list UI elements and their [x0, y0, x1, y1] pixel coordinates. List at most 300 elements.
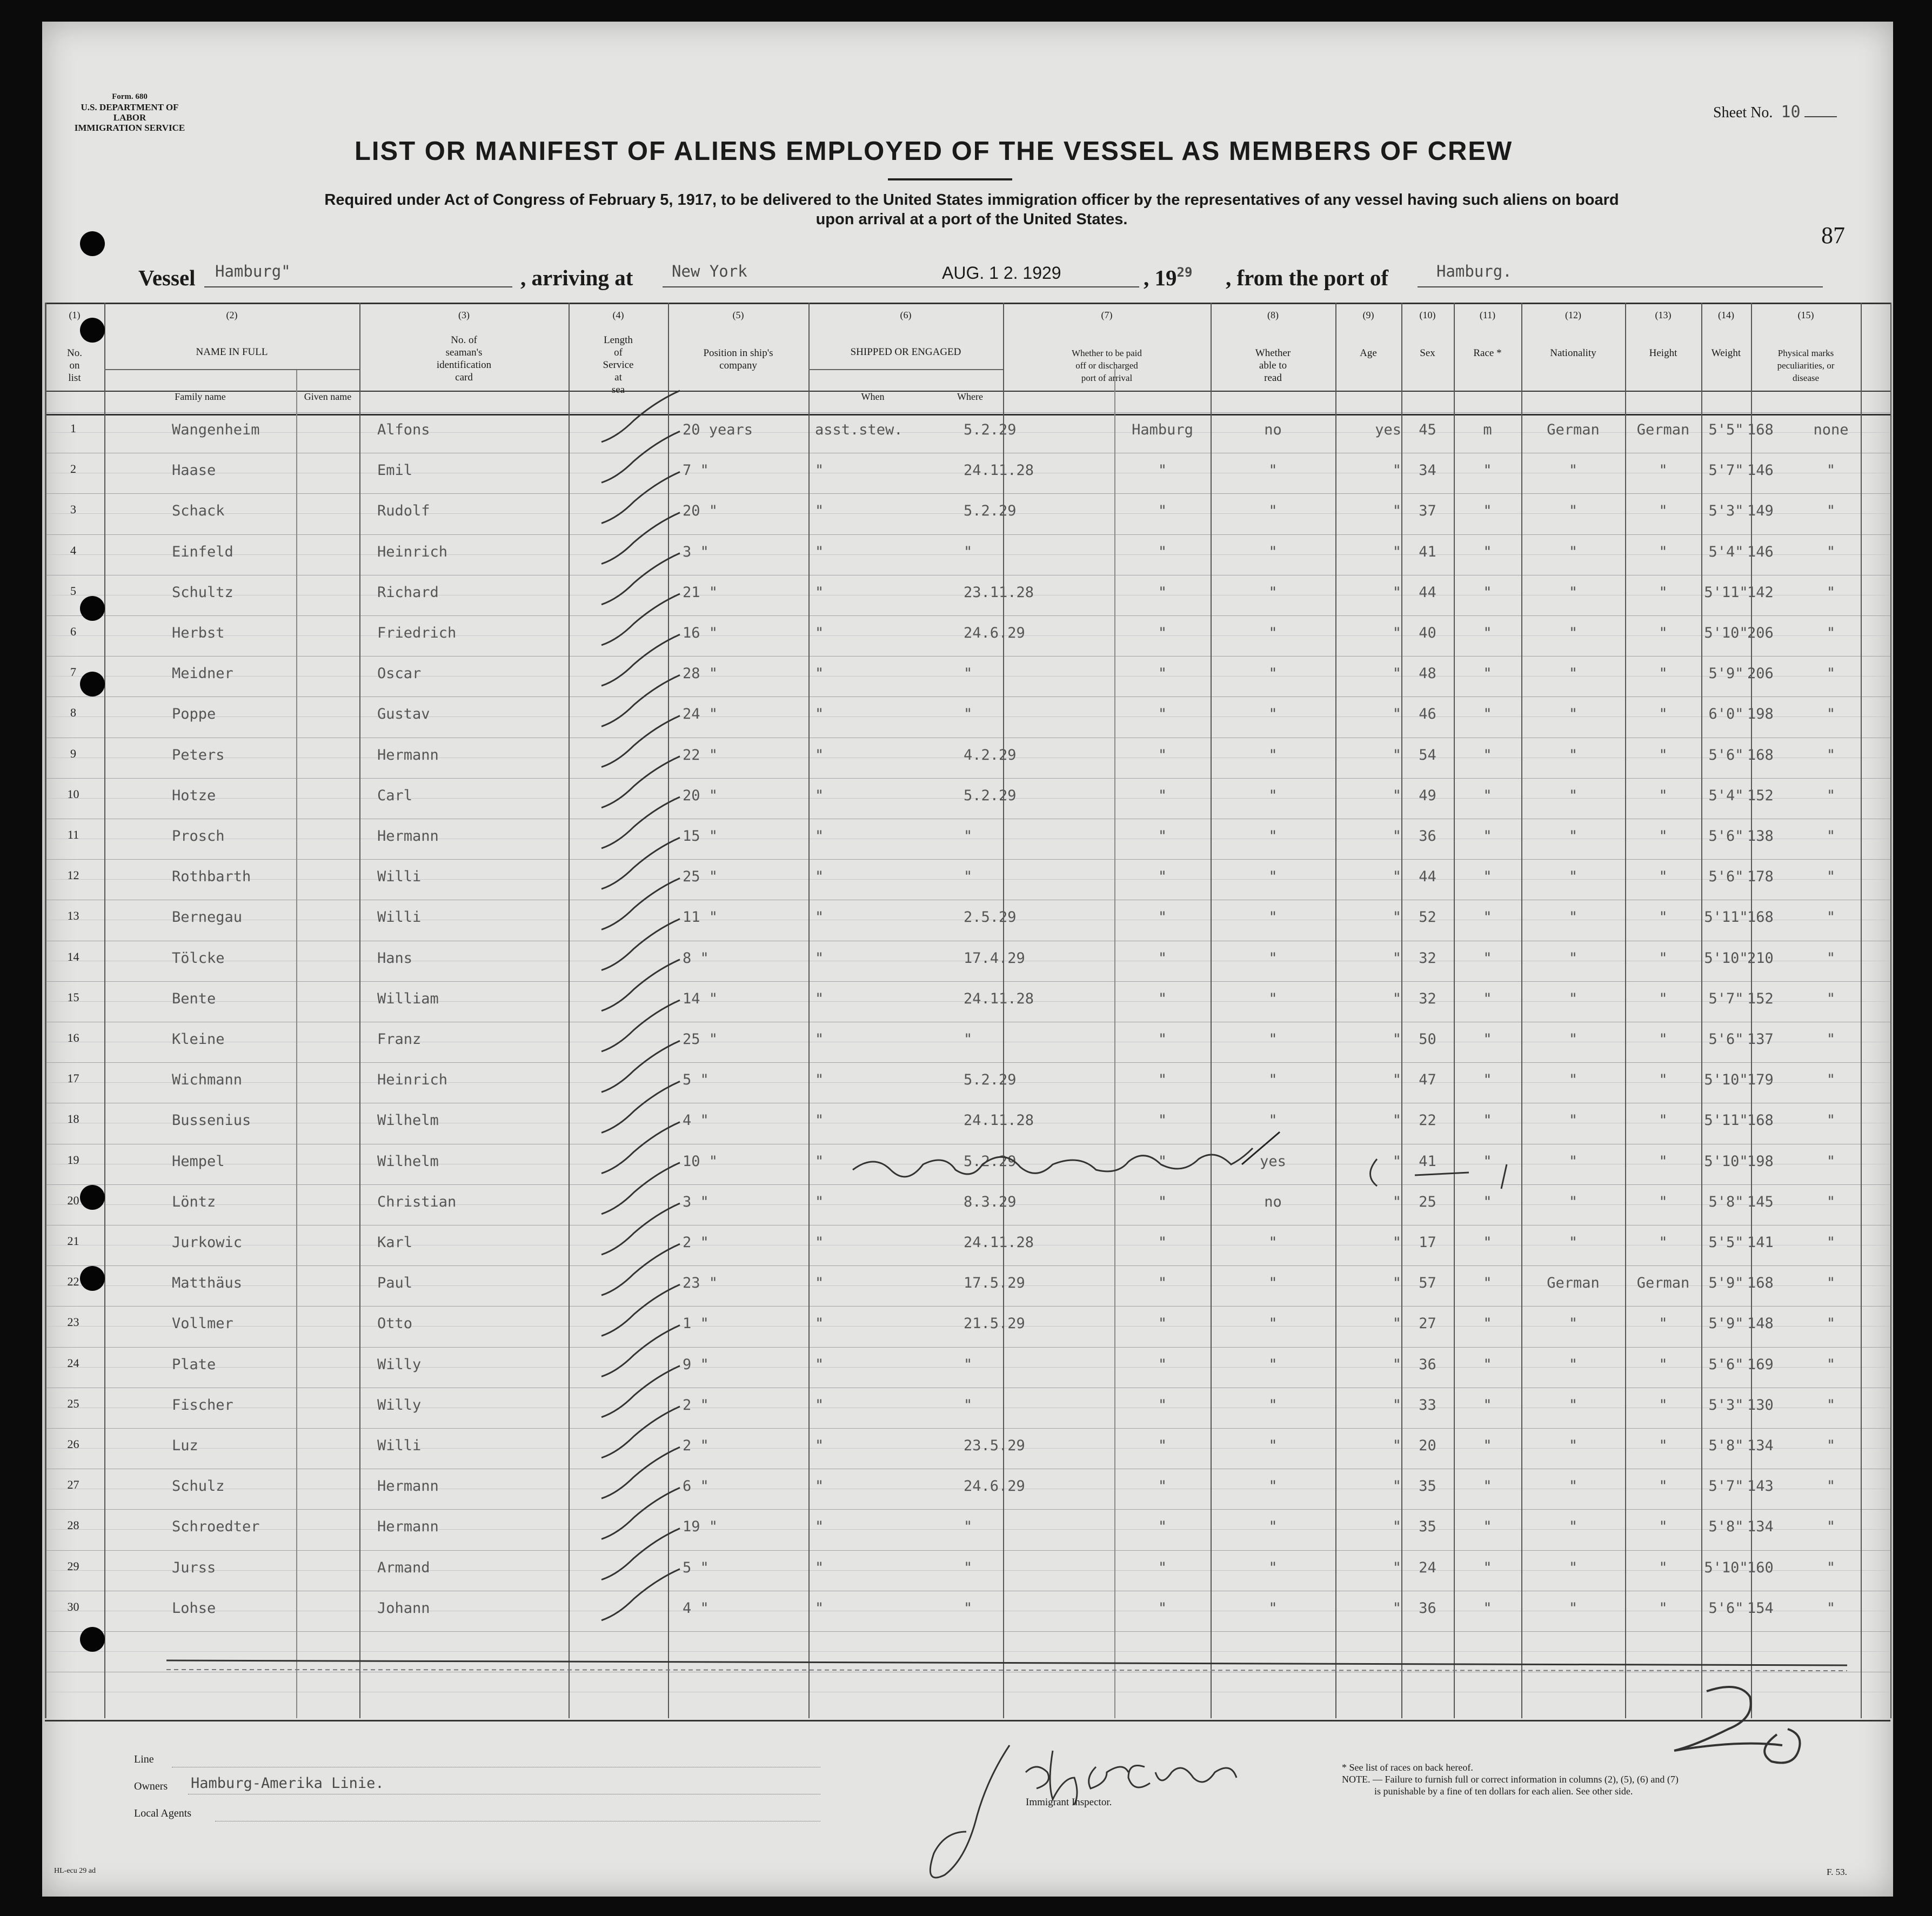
column-number: (13): [1655, 310, 1672, 320]
cell-race: ": [1568, 503, 1578, 520]
cell-weight: 206: [1747, 665, 1774, 682]
cell-nationality: ": [1659, 1234, 1668, 1251]
cell-nationality: ": [1659, 543, 1668, 560]
cell-given: Hermann: [377, 1518, 439, 1536]
cell-given: William: [377, 990, 439, 1007]
cell-where: ": [1158, 787, 1167, 804]
check-stroke: [601, 553, 680, 605]
cell-read: ": [1392, 543, 1401, 560]
cell-service: 23 ": [683, 1275, 718, 1292]
cell-read: ": [1392, 1478, 1401, 1495]
checkmark-group: [601, 391, 680, 1620]
cell-read: ": [1392, 868, 1401, 886]
cell-service: 21 ": [683, 584, 718, 601]
check-stroke: [601, 675, 680, 726]
cell-no: 18: [67, 1112, 79, 1126]
cell-marks: ": [1826, 1478, 1836, 1495]
check-stroke: [601, 1122, 680, 1174]
cell-read: ": [1392, 828, 1401, 845]
cell-service: 25 ": [683, 868, 718, 886]
cell-read: ": [1392, 1031, 1401, 1048]
cell-no: 17: [67, 1071, 79, 1086]
cell-where: ": [1158, 584, 1167, 601]
cell-age: 34: [1419, 462, 1436, 479]
check-stroke: [601, 756, 680, 808]
cell-read: ": [1392, 503, 1401, 520]
cell-service: 8 ": [683, 949, 709, 967]
column-number: (11): [1479, 310, 1496, 320]
check-stroke: [601, 1488, 680, 1539]
cell-weight: 152: [1747, 990, 1774, 1007]
cell-read: ": [1392, 990, 1401, 1007]
cell-given: Carl: [377, 787, 413, 804]
cell-age: 24: [1419, 1559, 1436, 1576]
cell-age: 44: [1419, 868, 1436, 886]
column-header: Age: [1360, 347, 1377, 359]
cell-given: Hermann: [377, 828, 439, 845]
binder-hole: [80, 1266, 105, 1291]
cell-no: 20: [67, 1193, 79, 1207]
cell-where: ": [1158, 462, 1167, 479]
cell-age: 45: [1419, 421, 1436, 438]
cell-position: ": [815, 1315, 824, 1332]
cell-read: ": [1392, 1518, 1401, 1536]
column-subheader: Given name: [304, 391, 352, 402]
cell-read: ": [1392, 1315, 1401, 1332]
check-stroke: [601, 1406, 680, 1458]
cell-sex: ": [1483, 625, 1492, 641]
binder-hole: [80, 1627, 105, 1652]
cell-family: Peters: [172, 746, 225, 763]
check-stroke: [601, 1325, 680, 1377]
cell-age: 20: [1419, 1437, 1436, 1454]
cell-service: 25 ": [683, 1031, 718, 1048]
cell-position: ": [815, 503, 824, 520]
cell-when: ": [964, 665, 973, 682]
cell-given: Alfons: [377, 421, 430, 438]
cell-nationality: ": [1659, 1315, 1668, 1332]
penalty-note: NOTE. — Failure to furnish full or correct information in columns (2), (5), (6) and (7): [1342, 1774, 1679, 1785]
cell-position: ": [815, 462, 824, 479]
cell-weight: 146: [1747, 543, 1774, 560]
cell-race: ": [1568, 990, 1578, 1007]
arriving-label: , arriving at: [520, 265, 633, 290]
cell-sex: ": [1483, 787, 1492, 804]
cell-position: ": [815, 1437, 824, 1454]
cell-paid-off: ": [1268, 1234, 1278, 1251]
cell-height: 5'6": [1708, 1356, 1744, 1373]
cell-weight: 179: [1747, 1071, 1774, 1089]
cell-when: ": [964, 706, 973, 723]
cell-marks: ": [1826, 828, 1836, 845]
check-stroke: [601, 1366, 680, 1417]
cell-service: 22 ": [683, 746, 718, 763]
cell-age: 41: [1419, 1153, 1436, 1170]
cell-marks: ": [1826, 1396, 1836, 1413]
cell-weight: 178: [1747, 868, 1774, 886]
cell-sex: ": [1483, 462, 1492, 479]
cell-sex: ": [1483, 1518, 1492, 1536]
cell-when: ": [964, 828, 973, 845]
cell-service: 4 ": [683, 1599, 709, 1617]
cell-age: 17: [1419, 1234, 1436, 1251]
cell-nationality: ": [1659, 1031, 1668, 1048]
cell-no: 8: [70, 706, 76, 720]
cell-where: ": [1158, 1071, 1167, 1089]
cell-age: 36: [1419, 1356, 1436, 1373]
cell-race: German: [1547, 1275, 1600, 1292]
cell-when: 24.11.28: [964, 1234, 1034, 1251]
check-stroke: [601, 634, 680, 686]
cell-age: 25: [1419, 1193, 1436, 1210]
cell-height: 5'4": [1708, 543, 1744, 560]
cell-given: Hermann: [377, 746, 439, 763]
cell-no: 4: [70, 543, 76, 557]
cell-given: Karl: [377, 1234, 413, 1251]
cell-where: ": [1158, 543, 1167, 560]
cell-where: ": [1158, 868, 1167, 886]
cell-family: Hotze: [172, 787, 216, 804]
cell-age: 33: [1419, 1396, 1436, 1413]
cell-where: ": [1158, 1356, 1167, 1373]
arrival-date-stamp: AUG. 1 2. 1929: [942, 263, 1061, 283]
cell-position: ": [815, 584, 824, 601]
cell-height: 5'10": [1704, 949, 1748, 967]
cell-paid-off: ": [1268, 462, 1278, 479]
cell-marks: ": [1826, 746, 1836, 763]
cell-family: Schulz: [172, 1478, 225, 1495]
cell-race: German: [1547, 421, 1600, 438]
cell-weight: 130: [1747, 1396, 1774, 1413]
cell-race: ": [1568, 1315, 1578, 1332]
cell-no: 1: [70, 421, 76, 435]
cell-weight: 160: [1747, 1559, 1774, 1576]
column-number: (10): [1419, 310, 1436, 320]
cell-where: Hamburg: [1132, 421, 1193, 438]
cell-paid-off: no: [1264, 421, 1282, 438]
check-stroke: [601, 1000, 680, 1051]
column-header: No. on list: [67, 347, 82, 384]
footer-notes: [1342, 1761, 1828, 1797]
cell-where: ": [1158, 1275, 1167, 1292]
cell-position: ": [815, 1193, 824, 1210]
cell-no: 11: [67, 828, 79, 841]
column-number: (7): [1101, 310, 1113, 320]
year-prefix: , 19: [1144, 265, 1177, 290]
cell-nationality: German: [1636, 421, 1690, 438]
cell-read: yes: [1375, 421, 1401, 438]
cell-race: ": [1568, 1599, 1578, 1617]
cell-marks: ": [1826, 1559, 1836, 1576]
cell-marks: none: [1813, 421, 1849, 438]
cell-when: 24.11.28: [964, 462, 1034, 479]
sheet-value: 10: [1781, 103, 1801, 122]
cell-where: ": [1158, 1193, 1167, 1210]
cell-no: 2: [70, 462, 76, 476]
cell-given: Otto: [377, 1315, 413, 1332]
cell-race: ": [1568, 1112, 1578, 1129]
check-stroke: [601, 716, 680, 767]
cell-position: ": [815, 706, 824, 723]
check-stroke: [601, 513, 680, 564]
column-number: (8): [1267, 310, 1279, 320]
cell-marks: ": [1826, 1071, 1836, 1089]
cell-height: 5'6": [1708, 746, 1744, 763]
cell-paid-off: ": [1268, 1518, 1278, 1536]
column-header: No. of seaman's identification card: [436, 334, 492, 383]
cell-marks: ": [1826, 990, 1836, 1007]
cell-service: 19 ": [683, 1518, 718, 1536]
cell-race: ": [1568, 1396, 1578, 1413]
cell-race: ": [1568, 584, 1578, 601]
check-stroke: [601, 1041, 680, 1092]
print-code: HL-ecu 29 ad: [54, 1867, 96, 1875]
check-stroke: [601, 1244, 680, 1295]
cell-paid-off: ": [1268, 706, 1278, 723]
cell-read: ": [1392, 1356, 1401, 1373]
penalty-note-2: is punishable by a fine of ten dollars for each alien. See other side.: [1374, 1786, 1633, 1797]
column-number: (9): [1362, 310, 1374, 320]
cell-given: Friedrich: [377, 625, 457, 641]
cell-age: 35: [1419, 1518, 1436, 1536]
column-header: NAME IN FULL: [196, 346, 268, 358]
cell-family: Bernegau: [172, 909, 243, 926]
cell-height: 5'11": [1704, 1112, 1748, 1129]
cell-given: Wilhelm: [377, 1153, 439, 1170]
cell-sex: ": [1483, 949, 1492, 967]
cell-position: ": [815, 625, 824, 641]
footer-rule-dashed: [166, 1670, 1847, 1671]
column-header: SHIPPED OR ENGAGED: [850, 346, 961, 358]
cell-service: 7 ": [683, 462, 709, 479]
cell-read: ": [1392, 1599, 1401, 1617]
cell-position: ": [815, 1112, 824, 1129]
cell-paid-off: ": [1268, 625, 1278, 641]
cell-paid-off: ": [1268, 665, 1278, 682]
cell-age: 36: [1419, 1599, 1436, 1617]
cell-when: 5.2.29: [964, 503, 1017, 520]
cell-height: 5'7": [1708, 1478, 1744, 1495]
cell-height: 5'4": [1708, 787, 1744, 804]
cell-marks: ": [1826, 1315, 1836, 1332]
cell-marks: ": [1826, 1153, 1836, 1170]
cell-sex: ": [1483, 828, 1492, 845]
cell-family: Fischer: [172, 1396, 233, 1413]
cell-sex: ": [1483, 1315, 1492, 1332]
footer-agents-label: Local Agents: [134, 1807, 192, 1819]
cell-weight: 168: [1747, 909, 1774, 926]
cell-family: Bussenius: [172, 1112, 251, 1129]
column-header: Weight: [1711, 347, 1741, 359]
cell-age: 44: [1419, 584, 1436, 601]
cell-height: 5'9": [1708, 1315, 1744, 1332]
handwriting-layer: [42, 22, 1893, 1897]
cell-when: 5.2.29: [964, 787, 1017, 804]
cell-sex: ": [1483, 1396, 1492, 1413]
cell-where: ": [1158, 625, 1167, 641]
cell-sex: ": [1483, 1031, 1492, 1048]
cell-marks: ": [1826, 584, 1836, 601]
check-stroke: [601, 1203, 680, 1255]
column-number: (2): [226, 310, 238, 320]
cell-weight: 141: [1747, 1234, 1774, 1251]
cell-family: Prosch: [172, 828, 225, 845]
cell-when: ": [964, 1356, 973, 1373]
cell-given: Gustav: [377, 706, 430, 723]
cell-paid-off: ": [1268, 1071, 1278, 1089]
cell-given: Heinrich: [377, 1071, 448, 1089]
cell-height: 5'3": [1708, 503, 1744, 520]
cell-family: Wangenheim: [172, 421, 260, 438]
cell-sex: ": [1483, 1193, 1492, 1210]
cell-paid-off: ": [1268, 543, 1278, 560]
cell-height: 5'10": [1704, 1153, 1748, 1170]
cell-given: Richard: [377, 584, 439, 601]
cell-position: ": [815, 665, 824, 682]
column-header: Physical marks peculiarities, or disease: [1777, 348, 1835, 383]
cell-family: Hempel: [172, 1153, 225, 1170]
cell-height: 5'10": [1704, 1559, 1748, 1576]
cell-service: 11 ": [683, 909, 718, 926]
cell-weight: 134: [1747, 1518, 1774, 1536]
binder-hole: [80, 672, 105, 696]
cell-marks: ": [1826, 1112, 1836, 1129]
cell-height: 6'0": [1708, 706, 1744, 723]
check-stroke: [601, 838, 680, 889]
cell-paid-off: ": [1268, 1396, 1278, 1413]
cell-where: ": [1158, 1112, 1167, 1129]
cell-family: Lohse: [172, 1599, 216, 1617]
check-stroke: [601, 1447, 680, 1498]
cell-paid-off: ": [1268, 909, 1278, 926]
cell-race: ": [1568, 949, 1578, 967]
cell-when: ": [964, 543, 973, 560]
check-stroke: [601, 472, 680, 523]
cell-paid-off: ": [1268, 990, 1278, 1007]
cell-family: Rothbarth: [172, 868, 251, 886]
cell-sex: ": [1483, 868, 1492, 886]
cell-family: Tölcke: [172, 949, 225, 967]
cell-weight: 168: [1747, 421, 1774, 438]
cell-race: ": [1568, 746, 1578, 763]
cell-marks: ": [1826, 1031, 1836, 1048]
cell-marks: ": [1826, 787, 1836, 804]
cell-when: 5.2.29: [964, 1153, 1017, 1170]
cell-height: 5'10": [1704, 625, 1748, 641]
cell-age: 50: [1419, 1031, 1436, 1048]
cell-weight: 143: [1747, 1478, 1774, 1495]
cell-height: 5'10": [1704, 1071, 1748, 1089]
cell-sex: ": [1483, 1153, 1492, 1170]
cell-service: 14 ": [683, 990, 718, 1007]
annotation-scrawl: [853, 1148, 1507, 1189]
form-number: Form. 680: [112, 92, 148, 101]
cell-when: 21.5.29: [964, 1315, 1025, 1332]
cell-no: 28: [67, 1518, 79, 1532]
cell-service: 24 ": [683, 706, 718, 723]
cell-sex: m: [1483, 421, 1492, 438]
cell-nationality: ": [1659, 949, 1668, 967]
cell-height: 5'6": [1708, 1599, 1744, 1617]
cell-sex: ": [1483, 1478, 1492, 1495]
cell-race: ": [1568, 1153, 1578, 1170]
column-number: (3): [458, 310, 470, 320]
page-count-mark: [1674, 1687, 1800, 1763]
cell-where: ": [1158, 1153, 1167, 1170]
footer-owners-label: Owners: [134, 1780, 168, 1792]
cell-age: 40: [1419, 625, 1436, 641]
cell-sex: ": [1483, 584, 1492, 601]
column-number: (12): [1565, 310, 1581, 320]
cell-race: ": [1568, 1031, 1578, 1048]
cell-read: ": [1392, 706, 1401, 723]
cell-position: ": [815, 746, 824, 763]
cell-family: Jurss: [172, 1559, 216, 1576]
footer-rule: [166, 1660, 1847, 1665]
cell-position: ": [815, 1275, 824, 1292]
cell-height: 5'8": [1708, 1437, 1744, 1454]
cell-height: 5'6": [1708, 828, 1744, 845]
cell-service: 5 ": [683, 1559, 709, 1576]
cell-marks: ": [1826, 625, 1836, 641]
cell-family: Wichmann: [172, 1071, 243, 1089]
cell-family: Poppe: [172, 706, 216, 723]
cell-height: 5'7": [1708, 990, 1744, 1007]
cell-position: ": [815, 543, 824, 560]
cell-where: ": [1158, 1031, 1167, 1048]
cell-paid-off: ": [1268, 949, 1278, 967]
cell-when: ": [964, 868, 973, 886]
cell-weight: 168: [1747, 1275, 1774, 1292]
check-stroke: [601, 431, 680, 483]
cell-race: ": [1568, 868, 1578, 886]
cell-family: Schroedter: [172, 1518, 260, 1536]
cell-nationality: ": [1659, 1193, 1668, 1210]
cell-weight: 146: [1747, 462, 1774, 479]
cell-service: 2 ": [683, 1437, 709, 1454]
cell-service: 9 ": [683, 1356, 709, 1373]
cell-service: 16 ": [683, 625, 718, 641]
cell-sex: ": [1483, 1599, 1492, 1617]
cell-given: Willi: [377, 868, 422, 886]
cell-position: ": [815, 1478, 824, 1495]
form-code: F. 53.: [1827, 1867, 1847, 1877]
cell-service: 15 ": [683, 828, 718, 845]
cell-marks: ": [1826, 543, 1836, 560]
cell-where: ": [1158, 990, 1167, 1007]
cell-no: 25: [67, 1396, 79, 1410]
cell-when: ": [964, 1396, 973, 1413]
cell-position: ": [815, 949, 824, 967]
cell-family: Meidner: [172, 665, 233, 682]
page-stamp-number: 87: [1821, 222, 1845, 249]
cell-no: 12: [67, 868, 79, 882]
cell-race: ": [1568, 625, 1578, 641]
cell-race: ": [1568, 909, 1578, 926]
cell-paid-off: ": [1268, 584, 1278, 601]
cell-paid-off: no: [1264, 1193, 1282, 1210]
column-header: Position in ship's company: [703, 347, 773, 371]
cell-sex: ": [1483, 1112, 1492, 1129]
cell-read: ": [1392, 1559, 1401, 1576]
cell-height: 5'7": [1708, 462, 1744, 479]
cell-where: ": [1158, 1559, 1167, 1576]
cell-marks: ": [1826, 868, 1836, 886]
cell-weight: 198: [1747, 1153, 1774, 1170]
cell-given: Hermann: [377, 1478, 439, 1495]
cell-where: ": [1158, 503, 1167, 520]
cell-weight: 134: [1747, 1437, 1774, 1454]
